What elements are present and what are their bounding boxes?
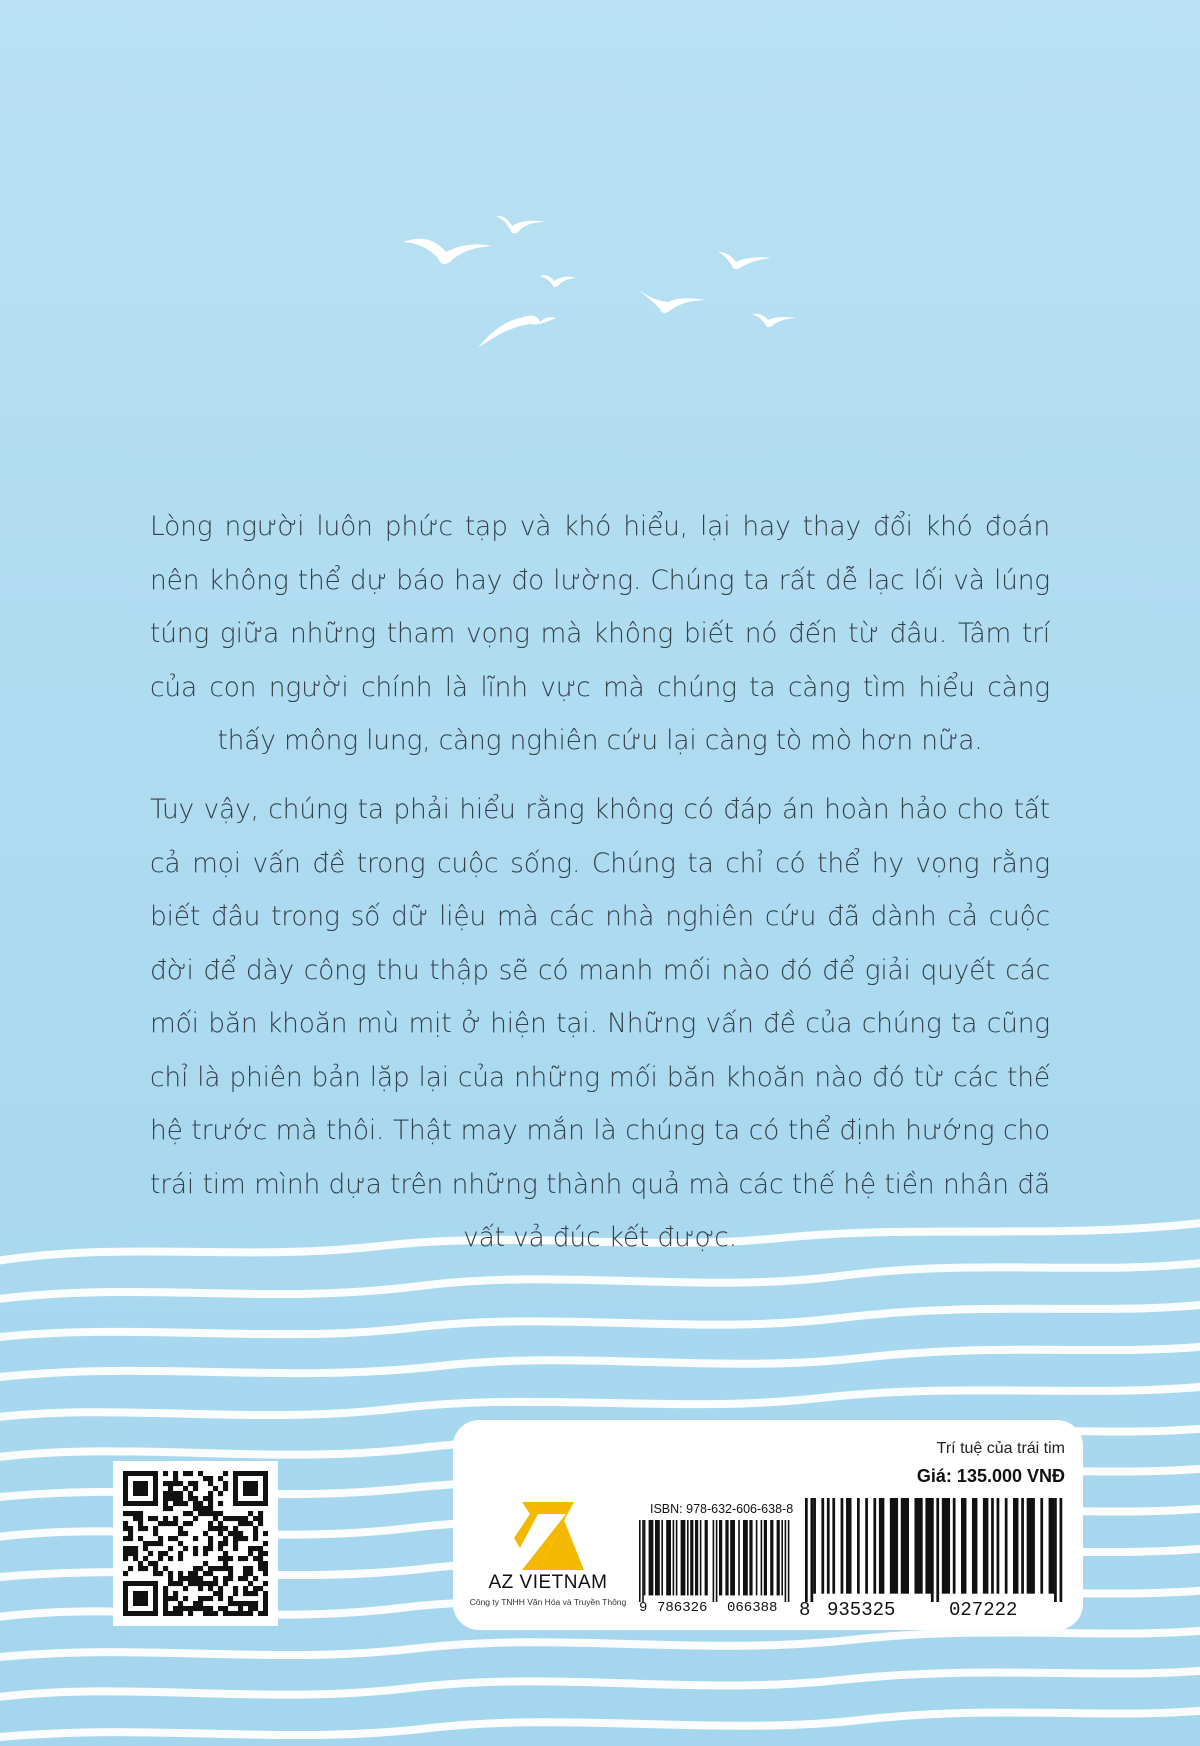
seagulls-illustration <box>0 0 1200 420</box>
publisher-name: AZ VIETNAM <box>488 1572 608 1593</box>
seagull-icon <box>718 252 772 269</box>
qr-code[interactable] <box>113 1461 278 1626</box>
qr-code-icon <box>123 1471 268 1616</box>
isbn-barcode <box>639 1520 791 1602</box>
isbn-label: ISBN: 978-632-606-638-8 <box>650 1502 794 1516</box>
book-title: Trí tuệ của trái tim <box>936 1440 1065 1457</box>
blurb-paragraph-1: Lòng người luôn phức tạp và khó hiểu, lại hay thay đổi khó đoán nên không thể dự báo hay đo lường. Chúng ta rất dễ lạc lối và lúng túng giữa những tham vọng mà không biết nó đến từ đâu. Tâm trí của con người chính là lĩnh vực mà chúng ta càng tìm hiểu càng thấy mông lung, càng nghiên cứu lại càng tò mò hơn nữa. <box>150 511 1050 756</box>
isbn-digit-group-1: 9 <box>639 1600 648 1616</box>
blurb-paragraph-2: Tuy vậy, chúng ta phải hiểu rằng không có đáp án hoàn hảo cho tất cả mọi vấn đề trong cuộc sống. Chúng ta chỉ có thể hy vọng rằng biết đâu trong số dữ liệu mà các nhà nghiên cứu đã dành cả cuộc đời để dày công thu thập sẽ có manh mối nào đó để giải quyết các mối băn khoăn mù mịt ở hiện tại. Những vấn đề của chúng ta cũng chỉ là phiên bản lặp lại của những mối băn khoăn nào đó từ các thế hệ trước mà thôi. Thật may mắn là chúng ta có thể định hướng cho trái tim mình dựa trên những thành quả mà các thế hệ tiền nhân đã vất vả đúc kết được. <box>150 794 1050 1253</box>
isbn-digit-group-3: 066388 <box>727 1600 778 1616</box>
az-vietnam-logo <box>508 1500 588 1572</box>
isbn-digit-group-2: 786326 <box>657 1600 708 1616</box>
seagull-icon <box>540 275 576 287</box>
price: Giá: 135.000 VNĐ <box>916 1466 1065 1486</box>
ean-digit-group-1: 8 <box>799 1599 811 1621</box>
seagull-icon <box>633 284 706 313</box>
price-label-card <box>453 1420 1083 1630</box>
publisher-subtitle: Công ty TNHH Văn Hóa và Truyền Thông <box>469 1597 627 1607</box>
seagull-icon <box>496 216 546 234</box>
ean-barcode <box>805 1498 1065 1602</box>
ean-digit-group-2: 935325 <box>827 1599 896 1621</box>
seagull-icon <box>478 316 556 348</box>
seagull-icon <box>403 239 492 264</box>
seagull-icon <box>752 314 796 327</box>
ean-digit-group-3: 027222 <box>949 1599 1018 1621</box>
